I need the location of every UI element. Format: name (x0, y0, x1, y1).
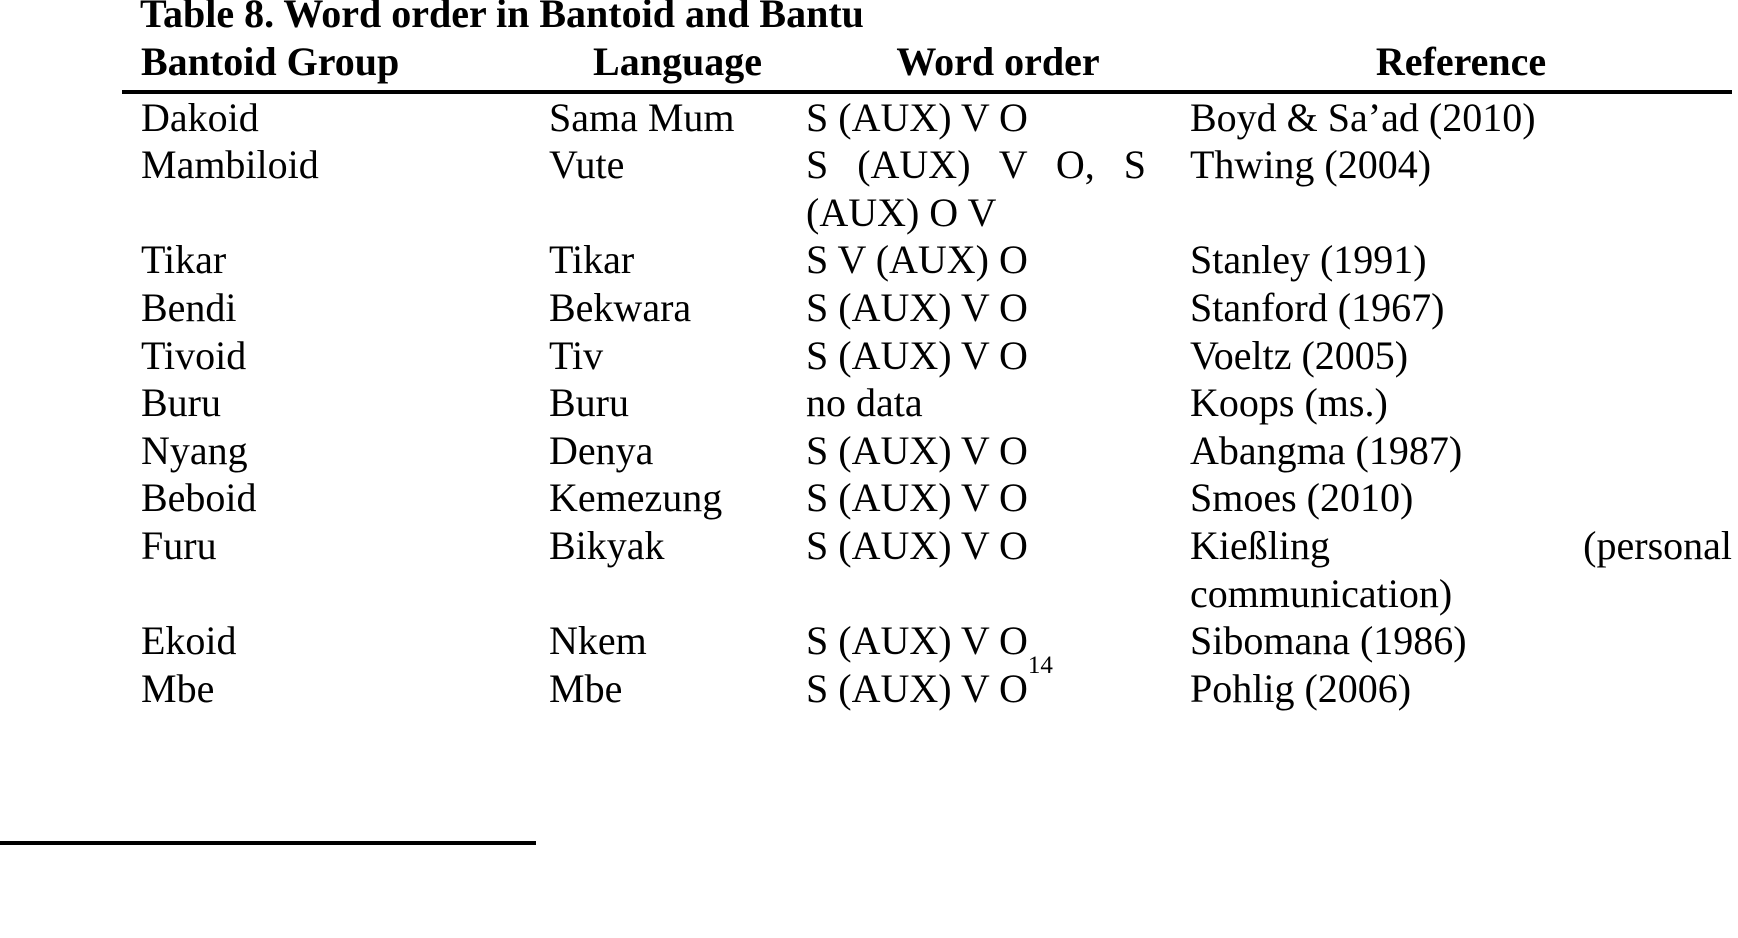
cell-language: Bekwara (549, 284, 692, 330)
cell-reference: Pohlig (2006) (1190, 665, 1412, 711)
col-header-word-order: Word order (806, 38, 1190, 92)
cell-bantoid-group: Mbe (141, 665, 215, 711)
cell-bantoid-group: Tivoid (141, 332, 247, 378)
cell-reference: Boyd & Sa’ad (2010) (1190, 94, 1536, 140)
table-row (122, 474, 1732, 522)
table-body (122, 92, 1732, 713)
word-order-text: S (AUX) V O (806, 94, 1028, 140)
word-order-text: S V (AUX) O (806, 237, 1028, 283)
cell-bantoid-group: Tikar (141, 237, 227, 283)
cell-reference: Voeltz (2005) (1190, 332, 1409, 378)
cell-language: Kemezung (549, 475, 723, 521)
word-order-text: S (AUX) V O (806, 618, 1028, 664)
cell-word-order (806, 379, 1190, 427)
word-order-text: S (AUX) V O (806, 427, 1028, 473)
cell-language: Nkem (549, 618, 647, 664)
table-row (122, 617, 1732, 665)
cell-word-order (806, 236, 1190, 284)
word-order-text: S (AUX) V O (806, 332, 1028, 378)
cell-bantoid-group: Buru (141, 380, 221, 426)
cell-language: Tikar (549, 237, 635, 283)
word-order-text: S (AUX) V O, S (AUX) O V (806, 142, 1146, 235)
cell-reference: Sibomana (1986) (1190, 618, 1467, 664)
cell-word-order (806, 427, 1190, 475)
cell-reference: Stanley (1991) (1190, 237, 1427, 283)
cell-reference: Smoes (2010) (1190, 475, 1414, 521)
cell-language: Denya (549, 427, 654, 473)
table-row (122, 427, 1732, 475)
cell-bantoid-group: Dakoid (141, 94, 259, 140)
cell-reference: Koops (ms.) (1190, 380, 1388, 426)
cell-language: Tiv (549, 332, 604, 378)
word-order-text: no data (806, 380, 923, 426)
cell-word-order (806, 474, 1190, 522)
cell-reference: Stanford (1967) (1190, 284, 1445, 330)
cell-language: Vute (549, 142, 625, 188)
cell-reference: Abangma (1987) (1190, 427, 1463, 473)
col-header-bantoid-group: Bantoid Group (122, 38, 549, 92)
cell-bantoid-group: Mambiloid (141, 142, 319, 188)
word-order-text: S (AUX) V O (806, 475, 1028, 521)
cell-bantoid-group: Ekoid (141, 618, 237, 664)
cell-language: Bikyak (549, 522, 665, 568)
cell-language: Mbe (549, 665, 623, 711)
table-row (122, 141, 1732, 236)
footnote-marker: 14 (1027, 652, 1053, 680)
cell-word-order (806, 652, 1190, 713)
word-order-text: S (AUX) V O (806, 665, 1028, 711)
word-order-text: S (AUX) V O (806, 522, 1028, 568)
table-header-row (122, 38, 1732, 92)
footnote-separator-rule (0, 841, 536, 845)
cell-word-order (806, 332, 1190, 380)
table-row (122, 665, 1732, 713)
col-header-language: Language (549, 38, 806, 92)
table-caption: Table 8. Word order in Bantoid and Bantu (140, 0, 864, 36)
cell-reference: Kießling (personal communication) (1190, 522, 1732, 616)
cell-word-order (806, 522, 1190, 617)
cell-reference: Thwing (2004) (1190, 142, 1432, 188)
table-row (122, 379, 1732, 427)
cell-bantoid-group: Furu (141, 522, 217, 568)
cell-language: Buru (549, 380, 629, 426)
cell-word-order (806, 141, 1190, 236)
word-order-text: S (AUX) V O (806, 284, 1028, 330)
cell-language: Sama Mum (549, 94, 735, 140)
table-row (122, 284, 1732, 332)
table-row (122, 236, 1732, 284)
word-order-table (122, 38, 1732, 712)
cell-bantoid-group: Beboid (141, 475, 257, 521)
cell-word-order (806, 617, 1190, 665)
cell-bantoid-group: Nyang (141, 427, 248, 473)
table-row (122, 332, 1732, 380)
cell-word-order (806, 284, 1190, 332)
col-header-reference: Reference (1190, 38, 1732, 92)
cell-word-order (806, 92, 1190, 142)
table-row (122, 522, 1732, 617)
table-row (122, 92, 1732, 142)
cell-bantoid-group: Bendi (141, 284, 237, 330)
